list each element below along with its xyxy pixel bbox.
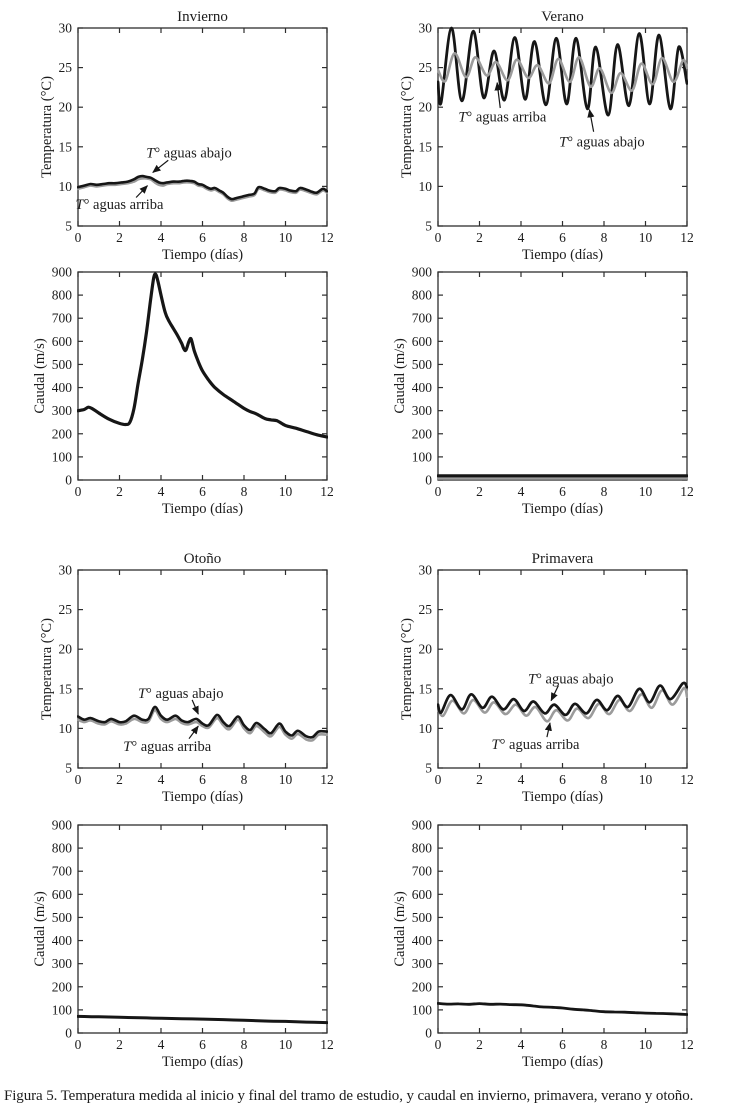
x-tick-label: 8 <box>600 484 608 499</box>
x-tick-label: 0 <box>434 1037 442 1052</box>
y-tick-label: 500 <box>411 356 432 372</box>
y-tick-label: 400 <box>411 933 432 949</box>
x-tick-label: 0 <box>434 484 442 499</box>
y-axis-label: Caudal (m/s) <box>32 338 48 414</box>
axis-box <box>438 272 687 480</box>
x-tick-label: 12 <box>320 484 334 499</box>
y-tick-label: 15 <box>58 139 72 155</box>
subplot-otono-caudal <box>28 811 336 1078</box>
y-tick-label: 15 <box>418 139 432 155</box>
x-tick-label: 4 <box>517 772 525 787</box>
axis-box <box>78 825 327 1033</box>
y-tick-label: 700 <box>411 310 432 326</box>
x-tick-label: 10 <box>278 1037 293 1052</box>
y-axis-label: Caudal (m/s) <box>32 891 48 967</box>
x-tick-label: 0 <box>74 772 82 787</box>
y-tick-label: 400 <box>51 933 72 949</box>
x-tick-label: 2 <box>116 230 123 245</box>
y-tick-label: 300 <box>51 403 72 419</box>
y-tick-label: 25 <box>58 60 72 76</box>
y-tick-label: 300 <box>411 956 432 972</box>
x-tick-label: 12 <box>680 230 694 245</box>
annotation-label: T° aguas abajo <box>528 671 614 688</box>
annotation-arrow <box>551 686 558 701</box>
x-axis-label: Tiempo (días) <box>161 1054 244 1070</box>
y-tick-label: 100 <box>411 449 432 465</box>
y-tick-label: 400 <box>51 380 72 396</box>
x-axis-label: Tiempo (días) <box>521 789 604 805</box>
series-line-gray <box>438 688 687 721</box>
y-axis-label: Temperatura (°C) <box>399 76 415 178</box>
y-tick-label: 20 <box>58 641 72 657</box>
y-tick-label: 5 <box>425 218 432 234</box>
x-tick-label: 6 <box>199 1037 206 1052</box>
chart-otono-caudal <box>28 811 336 1073</box>
series-line-black <box>438 683 687 715</box>
chart-title: Otoño <box>183 551 222 567</box>
y-tick-label: 100 <box>51 1002 72 1018</box>
chart-invierno-caudal <box>28 258 336 520</box>
y-tick-label: 5 <box>425 760 432 776</box>
x-axis-label: Tiempo (días) <box>521 501 604 517</box>
annotation-arrow <box>153 160 169 172</box>
annotation-label: T° aguas arriba <box>491 737 580 754</box>
x-tick-label: 6 <box>199 484 206 499</box>
y-tick-label: 400 <box>411 380 432 396</box>
y-tick-label: 20 <box>418 99 432 115</box>
series-group <box>438 683 687 721</box>
series-group <box>438 476 687 478</box>
x-tick-label: 2 <box>116 1037 123 1052</box>
subplot-invierno-caudal <box>28 258 336 525</box>
axis-ticks <box>438 825 687 1033</box>
axis-ticks <box>78 272 327 480</box>
x-tick-label: 12 <box>680 772 694 787</box>
y-tick-label: 900 <box>411 817 432 833</box>
y-tick-label: 600 <box>51 886 72 902</box>
y-axis-label: Temperatura (°C) <box>39 618 55 720</box>
x-tick-label: 0 <box>434 230 442 245</box>
x-tick-label: 10 <box>278 230 293 245</box>
x-tick-label: 4 <box>157 772 165 787</box>
annotation-arrow <box>589 110 593 132</box>
y-tick-label: 500 <box>51 356 72 372</box>
series-group <box>78 707 327 741</box>
chart-verano-temperatura <box>388 8 696 270</box>
series-group <box>438 28 687 115</box>
y-tick-label: 25 <box>58 602 72 618</box>
x-axis-label: Tiempo (días) <box>161 247 244 263</box>
y-tick-label: 200 <box>51 426 72 442</box>
x-tick-label: 4 <box>157 1037 165 1052</box>
y-axis-label: Temperatura (°C) <box>399 618 415 720</box>
annotation-label: T° aguas arriba <box>123 738 212 755</box>
y-tick-label: 600 <box>411 886 432 902</box>
y-tick-label: 500 <box>411 909 432 925</box>
y-tick-label: 20 <box>418 641 432 657</box>
y-tick-label: 900 <box>411 264 432 280</box>
series-line-black <box>78 1016 327 1022</box>
x-tick-label: 2 <box>116 772 123 787</box>
y-tick-label: 300 <box>51 956 72 972</box>
y-tick-label: 300 <box>411 403 432 419</box>
x-tick-label: 6 <box>559 484 566 499</box>
y-tick-label: 10 <box>58 178 72 194</box>
x-tick-label: 2 <box>476 1037 483 1052</box>
y-tick-label: 30 <box>418 20 432 36</box>
x-tick-label: 8 <box>240 772 248 787</box>
x-tick-label: 12 <box>320 230 334 245</box>
chart-primavera-caudal <box>388 811 696 1073</box>
axis-box <box>78 272 327 480</box>
x-tick-label: 10 <box>278 484 293 499</box>
x-tick-label: 6 <box>199 230 206 245</box>
y-tick-label: 25 <box>418 60 432 76</box>
x-axis-label: Tiempo (días) <box>521 247 604 263</box>
axis-tick-labels <box>419 21 694 246</box>
y-tick-label: 15 <box>418 681 432 697</box>
series-group <box>438 1003 687 1014</box>
y-tick-label: 100 <box>411 1002 432 1018</box>
x-tick-label: 2 <box>116 484 123 499</box>
y-tick-label: 200 <box>411 979 432 995</box>
axis-tick-labels <box>412 265 694 500</box>
y-axis-label: Caudal (m/s) <box>392 338 408 414</box>
annotation-arrow <box>192 700 198 714</box>
y-tick-label: 900 <box>51 264 72 280</box>
y-tick-label: 800 <box>51 287 72 303</box>
annotation-label: T° aguas abajo <box>559 134 645 151</box>
x-tick-label: 10 <box>638 230 653 245</box>
y-tick-label: 600 <box>411 333 432 349</box>
y-tick-label: 800 <box>411 840 432 856</box>
axis-ticks <box>78 825 327 1033</box>
x-axis-label: Tiempo (días) <box>521 1054 604 1070</box>
y-tick-label: 30 <box>418 562 432 578</box>
axis-tick-labels <box>412 818 694 1053</box>
y-tick-label: 30 <box>58 20 72 36</box>
y-tick-label: 10 <box>58 720 72 736</box>
x-tick-label: 10 <box>638 772 653 787</box>
y-tick-label: 15 <box>58 681 72 697</box>
annotation-label: T° aguas arriba <box>75 197 164 214</box>
x-tick-label: 4 <box>517 484 525 499</box>
y-tick-label: 0 <box>425 472 432 488</box>
chart-primavera-temperatura <box>388 550 696 812</box>
x-tick-label: 10 <box>638 1037 653 1052</box>
series-line-black <box>438 1003 687 1014</box>
chart-verano-caudal <box>388 258 696 520</box>
x-tick-label: 0 <box>74 1037 82 1052</box>
y-tick-label: 0 <box>65 1025 72 1041</box>
y-tick-label: 10 <box>418 720 432 736</box>
x-tick-label: 0 <box>434 772 442 787</box>
subplot-primavera-caudal <box>388 811 696 1078</box>
annotation-label: T° aguas arriba <box>458 109 547 126</box>
subplot-otono-temperatura <box>28 550 336 817</box>
x-tick-label: 8 <box>240 230 248 245</box>
y-tick-label: 700 <box>51 310 72 326</box>
axis-ticks <box>438 272 687 480</box>
x-tick-label: 8 <box>600 1037 608 1052</box>
x-tick-label: 4 <box>157 230 165 245</box>
subplot-verano-temperatura <box>388 8 696 275</box>
y-tick-label: 0 <box>425 1025 432 1041</box>
y-tick-label: 200 <box>51 979 72 995</box>
y-tick-label: 10 <box>418 178 432 194</box>
x-tick-label: 12 <box>680 1037 694 1052</box>
chart-otono-temperatura <box>28 550 336 812</box>
series-group <box>78 274 327 437</box>
x-tick-label: 8 <box>240 1037 248 1052</box>
y-tick-label: 700 <box>51 863 72 879</box>
annotation-label: T° aguas abajo <box>146 145 232 162</box>
series-line-black <box>438 28 687 115</box>
series-group <box>78 1016 327 1022</box>
axis-tick-labels <box>52 265 334 500</box>
annotation-arrow <box>136 186 147 198</box>
y-axis-label: Temperatura (°C) <box>39 76 55 178</box>
x-tick-label: 4 <box>517 230 525 245</box>
y-tick-label: 5 <box>65 218 72 234</box>
x-tick-label: 12 <box>320 772 334 787</box>
y-tick-label: 700 <box>411 863 432 879</box>
x-tick-label: 2 <box>476 230 483 245</box>
x-axis-label: Tiempo (días) <box>161 789 244 805</box>
x-tick-label: 2 <box>476 484 483 499</box>
x-tick-label: 12 <box>320 1037 334 1052</box>
series-line-black <box>78 274 327 437</box>
x-tick-label: 0 <box>74 230 82 245</box>
subplot-verano-caudal <box>388 258 696 525</box>
x-tick-label: 6 <box>559 772 566 787</box>
y-tick-label: 30 <box>58 562 72 578</box>
y-tick-label: 20 <box>58 99 72 115</box>
y-tick-label: 0 <box>65 472 72 488</box>
chart-invierno-temperatura <box>28 8 336 270</box>
x-tick-label: 0 <box>74 484 82 499</box>
chart-title: Verano <box>541 9 584 25</box>
x-tick-label: 6 <box>559 1037 566 1052</box>
x-axis-label: Tiempo (días) <box>161 501 244 517</box>
axis-box <box>438 825 687 1033</box>
x-tick-label: 8 <box>600 230 608 245</box>
chart-title: Primavera <box>531 551 594 567</box>
x-tick-label: 6 <box>199 772 206 787</box>
y-tick-label: 100 <box>51 449 72 465</box>
y-tick-label: 500 <box>51 909 72 925</box>
x-tick-label: 10 <box>638 484 653 499</box>
figure-caption: Figura 5. Temperatura medida al inicio y final del tramo de estudio, y caudal en invierno, primavera, verano y otoño. <box>4 1088 694 1104</box>
x-tick-label: 10 <box>278 772 293 787</box>
y-tick-label: 800 <box>411 287 432 303</box>
x-tick-label: 8 <box>600 772 608 787</box>
x-tick-label: 4 <box>157 484 165 499</box>
y-tick-label: 800 <box>51 840 72 856</box>
x-tick-label: 8 <box>240 484 248 499</box>
y-axis-label: Caudal (m/s) <box>392 891 408 967</box>
subplot-primavera-temperatura <box>388 550 696 817</box>
annotation-label: T° aguas abajo <box>137 685 224 702</box>
y-tick-label: 5 <box>65 760 72 776</box>
y-tick-label: 200 <box>411 426 432 442</box>
annotation-arrow <box>189 726 198 739</box>
x-tick-label: 4 <box>517 1037 525 1052</box>
subplot-invierno-temperatura <box>28 8 336 275</box>
annotation-arrow <box>547 723 550 737</box>
x-tick-label: 12 <box>680 484 694 499</box>
y-tick-label: 900 <box>51 817 72 833</box>
x-tick-label: 6 <box>559 230 566 245</box>
y-tick-label: 25 <box>418 602 432 618</box>
x-tick-label: 2 <box>476 772 483 787</box>
chart-title: Invierno <box>177 9 228 25</box>
y-tick-label: 600 <box>51 333 72 349</box>
